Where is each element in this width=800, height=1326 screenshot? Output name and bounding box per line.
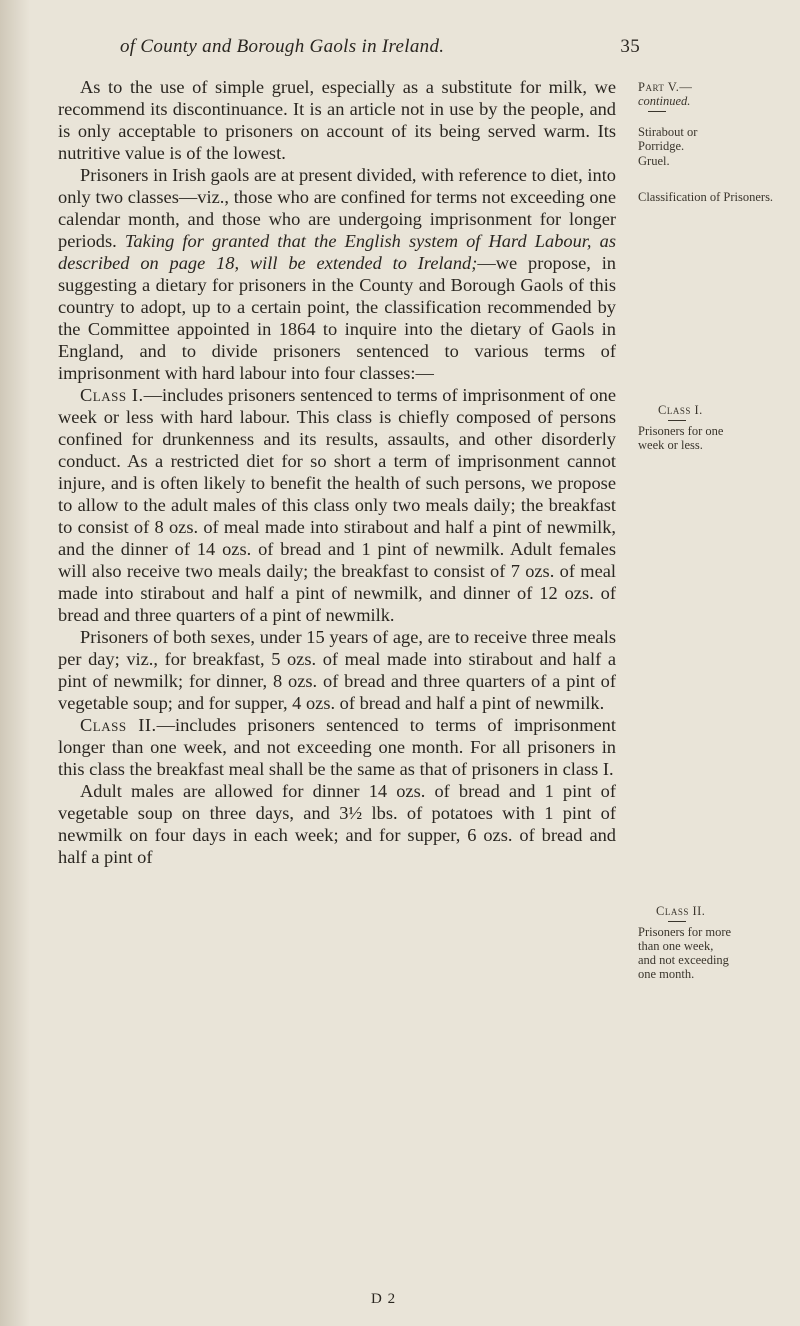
class-2-text: —includes prisoners sentenced to terms of imprisonment longer than one week, and not exceeding one month. For all prisoners in this class the breakfast meal shall be the same as that of prisoners in class I. bbox=[58, 715, 616, 779]
margin-note-classification: Classification of Prisoners. bbox=[638, 190, 774, 204]
page-gutter-shadow bbox=[0, 0, 30, 1326]
paragraph-class-2 bbox=[58, 714, 616, 780]
hard-labour-italic-note: Taking for granted that the English system of Hard Labour, as described on page 18, will be extended to Ireland; bbox=[58, 231, 616, 273]
margin-part-continued: continued. bbox=[638, 94, 691, 108]
signature-mark: D 2 bbox=[371, 1291, 397, 1307]
margin-rule bbox=[668, 921, 686, 922]
margin-class-2-desc: Prisoners for more than one week, and not exceeding one month. bbox=[638, 925, 732, 981]
paragraph-class-1 bbox=[58, 384, 616, 626]
main-text bbox=[58, 76, 616, 868]
page-number: 35 bbox=[620, 36, 640, 57]
class-2-heading: Class II. bbox=[80, 715, 157, 735]
margin-class-1-desc: Prisoners for one week or less. bbox=[638, 424, 724, 452]
margin-note-stirabout: Stirabout or Porridge. bbox=[638, 125, 698, 153]
class-1-heading: Class I. bbox=[80, 385, 144, 405]
paragraph-classification bbox=[58, 164, 616, 384]
margin-class-1-heading: Class I. bbox=[658, 403, 703, 417]
paragraph-gruel: As to the use of simple gruel, especially as a substitute for milk, we recommend its discontinuance. It is an article not in use by the people, and is only acceptable to prisoners on account of its being served warm. Its nutritive value is of the lowest. bbox=[58, 77, 616, 163]
paragraph-classification-text-a: Prisoners in Irish gaols are at present divided, with reference to diet, into only two classes—viz., those who are confined for terms not exceeding one calendar month, and those who are undergoing imprisonment for longer periods. bbox=[58, 165, 616, 251]
margin-part-label: Part V.— bbox=[638, 80, 693, 94]
margin-rule bbox=[648, 111, 666, 112]
paragraph-juveniles: Prisoners of both sexes, under 15 years of age, are to receive three meals per day; viz., for breakfast, 5 ozs. of meal made into stirabout and half a pint of newmilk; for dinner, 8 ozs. of bread and three quarters of a pint of vegetable soup; and for supper, 4 ozs. of bread and half a pint of newmilk. bbox=[58, 627, 616, 713]
paragraph-classification-text-b: —we propose, in suggesting a dietary for prisoners in the County and Borough Gaols of this country to adopt, up to a certain point, the classification recommended by the Committee appointed in 1864 to inquire into the dietary of Gaols in England, and to divide prisoners sentenced to various terms of imprisonment with hard labour into four classes:— bbox=[58, 253, 616, 383]
margin-rule bbox=[668, 420, 686, 421]
running-head-title: of County and Borough Gaols in Ireland. bbox=[120, 36, 445, 57]
margin-note-class-2 bbox=[638, 904, 733, 981]
margin-note-gruel: Gruel. bbox=[638, 154, 670, 168]
margin-note-part bbox=[638, 80, 780, 115]
class-1-text: —includes prisoners sentenced to terms of imprisonment of one week or less with hard labour. This class is chiefly composed of persons confined for drunkenness and its results, assaults, and other disorderly conduct. As a restricted diet for so short a term of imprisonment cannot injure, and is often likely to benefit the health of such persons, we propose to allow to the adult males of this class only two meals daily; the breakfast to consist of 8 ozs. of meal made into stirabout and half a pint of newmilk, and the dinner of 14 ozs. of bread and 1 pint of newmilk. Adult females will also receive two meals daily; the breakfast to consist of 7 ozs. of meal made into stirabout and half a pint of newmilk, and dinner of 12 ozs. of bread and three quarters of a pint of newmilk. bbox=[58, 385, 617, 625]
margin-note-class-1 bbox=[638, 403, 733, 452]
margin-class-2-heading: Class II. bbox=[656, 904, 706, 918]
paragraph-adult-males: Adult males are allowed for dinner 14 ozs. of bread and 1 pint of vegetable soup on three days, and 3½ lbs. of potatoes with 1 pint of newmilk on four days in each week; and for supper, 6 ozs. of bread and half a pint of bbox=[58, 781, 616, 867]
